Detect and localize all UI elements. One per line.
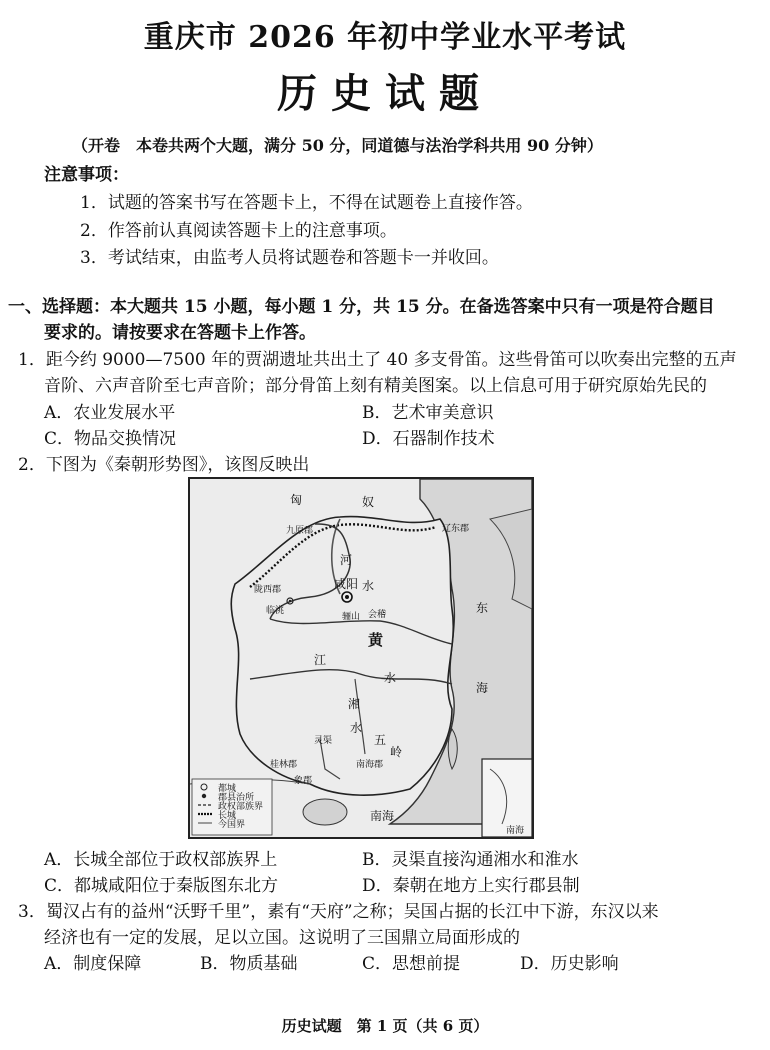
map-label-xiongnu-1: 匈: [290, 493, 303, 507]
map-label-shui2: 水: [384, 671, 397, 685]
map-label-wu: 五: [374, 733, 387, 747]
question-3-stem: 3．蜀汉占有的益州“沃野千里”，素有“天府”之称；吴国占据的长江中下游，东汉以来: [18, 902, 659, 922]
map-legend-item: 都城: [218, 784, 237, 794]
map-label-hai: 海: [476, 681, 489, 695]
map-label-guilin: 桂林郡: [270, 760, 298, 770]
map-drawing: [190, 479, 532, 837]
map-label-huang: 黄: [368, 631, 384, 649]
map-label-shui: 水: [362, 579, 375, 593]
map-label-jiang: 江: [314, 653, 327, 667]
exam-title: 重庆市 2026 年初中学业水平考试: [143, 20, 627, 55]
map-label-jiuyuan: 九原郡: [286, 526, 314, 536]
exam-info: （开卷 本卷共两个大题，满分 50 分，同道德与法治学科共用 90 分钟）: [72, 136, 603, 155]
question-1-option-c[interactable]: C．物品交换情况: [44, 429, 177, 449]
question-1-option-b[interactable]: B．艺术审美意识: [362, 403, 494, 423]
qin-dynasty-map: [188, 477, 534, 839]
question-1-stem: 1．距今约 9000—7500 年的贾湖遗址共出土了 40 多支骨笛。这些骨笛可以吹奏出完整的五声: [18, 350, 737, 370]
question-3-option-d[interactable]: D．历史影响: [520, 954, 619, 974]
map-legend-item: 郡县治所: [218, 793, 255, 803]
map-inset-label: 南海: [506, 826, 525, 836]
map-label-lintao: 临洮: [266, 606, 285, 616]
map-label-nanhai-sea: 南海: [370, 809, 395, 823]
question-1-option-d[interactable]: D．石器制作技术: [362, 429, 495, 449]
map-legend-item: 今国界: [218, 820, 246, 830]
map-label-xiangjun: 象郡: [294, 776, 313, 786]
notice-heading: 注意事项：: [44, 165, 129, 185]
map-label-xiongnu-2: 奴: [362, 495, 375, 509]
map-label-lingqu: 灵渠: [314, 736, 333, 746]
question-3-option-a[interactable]: A．制度保障: [44, 954, 142, 974]
section-heading: 一、选择题：本大题共 15 小题，每小题 1 分，共 15 分。在备选答案中只有一项是符合题目: [8, 297, 715, 317]
question-2-option-d[interactable]: D．秦朝在地方上实行郡县制: [362, 876, 580, 896]
map-label-xiang: 湘: [348, 697, 361, 711]
subject-title: 历史试题: [277, 70, 493, 117]
notice-item: 1．试题的答案书写在答题卡上，不得在试题卷上直接作答。: [80, 193, 533, 213]
section-heading-cont: 要求的。请按要求在答题卡上作答。: [44, 323, 316, 343]
map-label-shui3: 水: [350, 721, 363, 735]
notice-item: 2．作答前认真阅读答题卡上的注意事项。: [80, 221, 397, 241]
question-2-option-b[interactable]: B．灵渠直接沟通湘水和淮水: [362, 850, 579, 870]
question-1-stem-cont: 音阶、六声音阶至七声音阶；部分骨笛上刻有精美图案。以上信息可用于研究原始先民的: [44, 376, 707, 396]
map-label-huiji: 会稽: [368, 610, 387, 620]
map-legend-item: 政权部族界: [218, 802, 264, 812]
map-label-he: 河: [340, 553, 353, 567]
map-label-li: 岭: [390, 745, 403, 759]
question-2-option-c[interactable]: C．都城咸阳位于秦版图东北方: [44, 876, 279, 896]
map-label-xianyang: 咸阳: [334, 577, 359, 591]
map-label-nanhai-jun: 南海郡: [356, 760, 384, 770]
map-label-dong: 东: [476, 601, 489, 615]
map-label-lishan: 骊山: [342, 612, 361, 622]
question-3-option-c[interactable]: C．思想前提: [362, 954, 461, 974]
question-1-option-a[interactable]: A．农业发展水平: [44, 403, 176, 423]
question-3-option-b[interactable]: B．物质基础: [200, 954, 298, 974]
question-2-stem: 2．下图为《秦朝形势图》，该图反映出: [18, 455, 310, 475]
question-2-option-a[interactable]: A．长城全部位于政权部族界上: [44, 850, 278, 870]
question-3-stem-cont: 经济也有一定的发展，足以立国。这说明了三国鼎立局面形成的: [44, 928, 520, 948]
map-label-longxi: 陇西郡: [254, 585, 282, 595]
map-legend-item: 长城: [218, 811, 237, 821]
map-label-liaodong: 辽东郡: [442, 524, 470, 534]
page-footer: 历史试题 第 1 页（共 6 页）: [281, 1017, 489, 1035]
notice-item: 3．考试结束，由监考人员将试题卷和答题卡一并收回。: [80, 248, 499, 268]
